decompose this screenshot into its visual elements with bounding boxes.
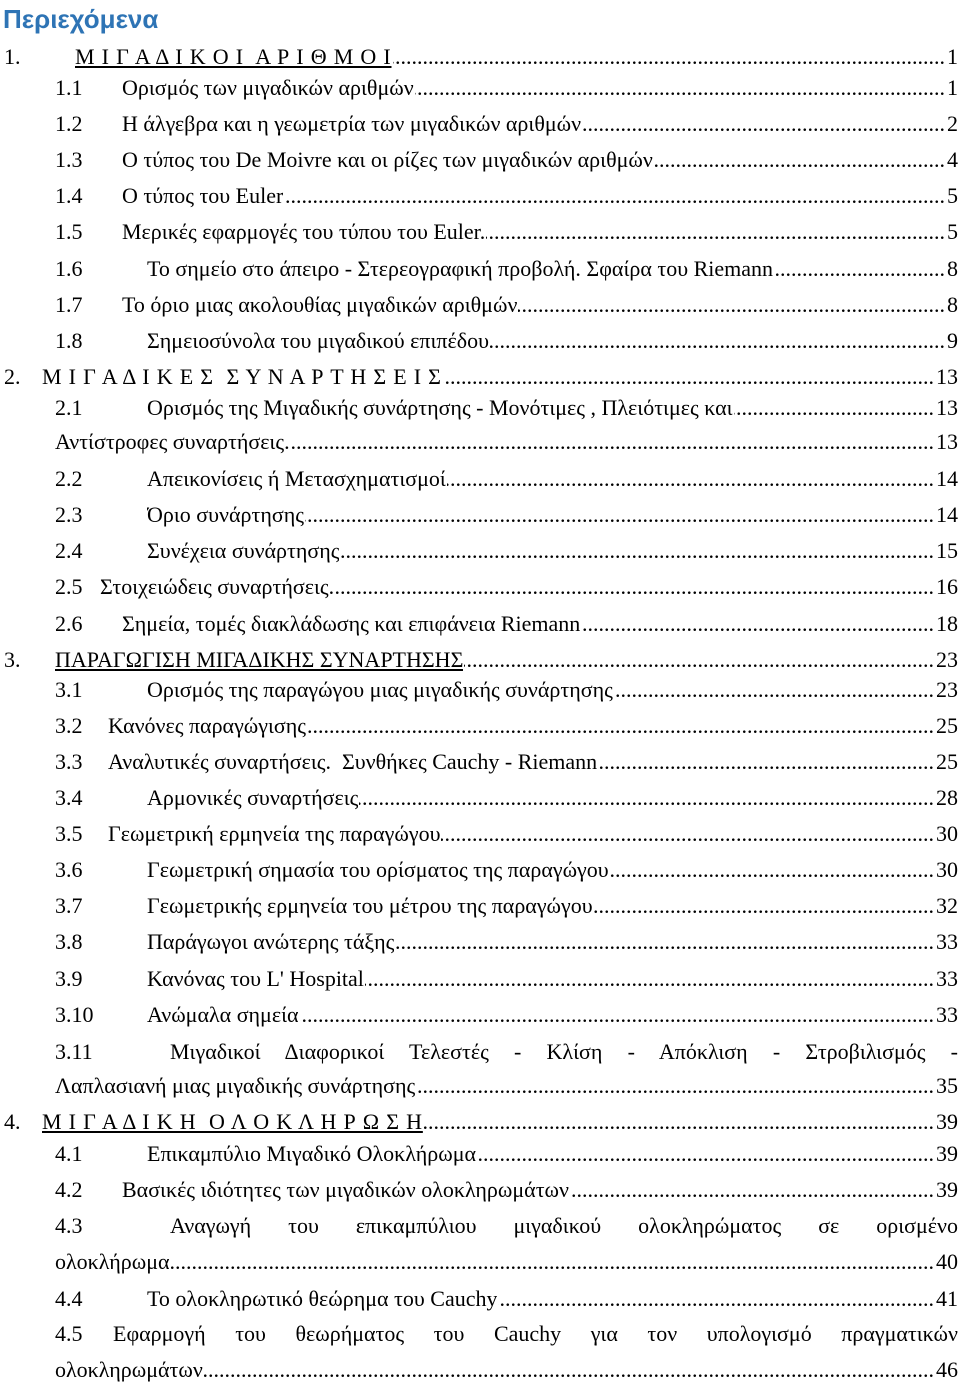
dot-leader bbox=[416, 1069, 934, 1103]
dot-leader bbox=[774, 252, 945, 286]
entry-number: 1. bbox=[4, 44, 21, 69]
entry-title: Επικαμπύλιο Μιγαδικό Ολοκλήρωμα bbox=[147, 1141, 477, 1166]
toc-section-entry[interactable] bbox=[0, 1317, 958, 1351]
entry-page: 46 bbox=[936, 1357, 958, 1382]
entry-page: 39 bbox=[936, 1109, 958, 1134]
entry-number: 2.2 bbox=[55, 466, 83, 491]
dot-leader bbox=[443, 360, 934, 394]
toc-chapter-entry[interactable] bbox=[0, 643, 958, 677]
toc-section-entry[interactable] bbox=[0, 962, 958, 996]
dot-leader bbox=[305, 498, 934, 532]
dot-leader bbox=[424, 1105, 934, 1139]
entry-page: 25 bbox=[936, 749, 958, 774]
entry-page: 13 bbox=[936, 395, 958, 420]
entry-number: 4.4 bbox=[55, 1286, 83, 1311]
dot-leader bbox=[307, 709, 934, 743]
entry-title: Σημειοσύνολα του μιγαδικού επιπέδου bbox=[147, 328, 489, 353]
entry-number: 2.6 bbox=[55, 611, 83, 636]
entry-number: 3.7 bbox=[55, 893, 83, 918]
entry-page: 23 bbox=[936, 677, 958, 702]
entry-number: 2.4 bbox=[55, 538, 83, 563]
entry-page: 13 bbox=[936, 364, 958, 389]
toc-chapter-entry[interactable] bbox=[0, 360, 958, 394]
toc-continuation-entry[interactable] bbox=[0, 425, 958, 459]
dot-leader bbox=[393, 40, 946, 74]
entry-number: 2.1 bbox=[55, 395, 83, 420]
entry-page: 9 bbox=[947, 328, 958, 353]
entry-number: 4.1 bbox=[55, 1141, 83, 1166]
entry-title: Βασικές ιδιότητες των μιγαδικών ολοκληρωμάτων bbox=[122, 1177, 569, 1202]
dot-leader bbox=[335, 570, 934, 604]
entry-page: 30 bbox=[936, 821, 958, 846]
entry-number: 3.8 bbox=[55, 929, 83, 954]
entry-page: 1 bbox=[947, 44, 958, 69]
dot-leader bbox=[570, 1173, 934, 1207]
dot-leader bbox=[204, 1353, 934, 1387]
entry-number: 2.3 bbox=[55, 502, 83, 527]
entry-title: Αρμονικές συναρτήσεις bbox=[147, 785, 359, 810]
entry-title: Το ολοκληρωτικό θεώρημα του Cauchy bbox=[147, 1286, 498, 1311]
toc-section-entry[interactable] bbox=[0, 1137, 958, 1171]
entry-title: Αναγωγή του επικαμπύλιου μιγαδικού ολοκληρώματος σε ορισμένο bbox=[170, 1213, 958, 1238]
entry-number: 1.2 bbox=[55, 111, 83, 136]
toc-section-entry[interactable] bbox=[0, 781, 958, 815]
dot-leader bbox=[734, 391, 934, 425]
entry-number: 3.9 bbox=[55, 966, 83, 991]
entry-number: 3.1 bbox=[55, 677, 83, 702]
toc-section-entry[interactable] bbox=[0, 324, 958, 358]
toc-continuation-entry[interactable] bbox=[0, 1353, 958, 1387]
entry-title: Συνέχεια συνάρτησης bbox=[147, 538, 340, 563]
entry-page: 28 bbox=[936, 785, 958, 810]
entry-title: Ανώμαλα σημεία bbox=[147, 1002, 299, 1027]
entry-page: 13 bbox=[936, 429, 958, 454]
dot-leader bbox=[395, 925, 934, 959]
entry-page: 33 bbox=[936, 929, 958, 954]
toc-section-entry[interactable] bbox=[0, 998, 958, 1032]
entry-number: 3.4 bbox=[55, 785, 83, 810]
entry-title: Αντίστροφες συναρτήσεις. bbox=[55, 429, 290, 454]
entry-page: 15 bbox=[936, 538, 958, 563]
dot-leader bbox=[582, 107, 945, 141]
toc-section-entry[interactable] bbox=[0, 215, 958, 249]
entry-number: 1.5 bbox=[55, 219, 83, 244]
entry-title: Παράγωγοι ανώτερης τάξης bbox=[147, 929, 395, 954]
dot-leader bbox=[594, 889, 934, 923]
entry-title: Μ Ι Γ Α Δ Ι Κ Η Ο Λ Ο Κ Λ Η Ρ Ω Σ Η bbox=[42, 1109, 423, 1134]
entry-title: Κανόνας του L' Hospital bbox=[147, 966, 364, 991]
entry-title: Μερικές εφαρμογές του τύπου του Euler. bbox=[122, 219, 486, 244]
entry-page: 2 bbox=[947, 111, 958, 136]
dot-leader bbox=[171, 1245, 934, 1279]
entry-page: 18 bbox=[936, 611, 958, 636]
entry-number: 3.10 bbox=[55, 1002, 94, 1027]
entry-page: 39 bbox=[936, 1141, 958, 1166]
toc-section-entry[interactable] bbox=[0, 1209, 958, 1243]
dot-leader bbox=[441, 817, 934, 851]
entry-number: 3.3 bbox=[55, 749, 83, 774]
entry-title: Γεωμετρική σημασία του ορίσματος της παραγώγου bbox=[147, 857, 609, 882]
toc-continuation-entry[interactable] bbox=[0, 1069, 958, 1103]
toc-chapter-entry[interactable] bbox=[0, 40, 958, 74]
dot-leader bbox=[365, 962, 934, 996]
entry-number: 1.4 bbox=[55, 183, 83, 208]
dot-leader bbox=[486, 215, 945, 249]
entry-number: 1.7 bbox=[55, 292, 83, 317]
entry-number: 4.3 bbox=[55, 1213, 83, 1238]
entry-title: Αναλυτικές συναρτήσεις. Συνθήκες Cauchy - Riemann bbox=[108, 749, 598, 774]
dot-leader bbox=[477, 1137, 934, 1171]
entry-page: 1 bbox=[947, 75, 958, 100]
toc-section-entry[interactable] bbox=[0, 607, 958, 641]
entry-title: ΠΑΡΑΓΩΓΙΣΗ ΜΙΓΑΔΙΚΗΣ ΣΥΝΑΡΤΗΣΗΣ bbox=[55, 647, 464, 672]
toc-section-entry[interactable] bbox=[0, 143, 958, 177]
entry-page: 4 bbox=[947, 147, 958, 172]
entry-page: 39 bbox=[936, 1177, 958, 1202]
dot-leader bbox=[610, 853, 934, 887]
entry-title: Μιγαδικοί Διαφορικοί Τελεστές - Κλίση - Απόκλιση - Στροβιλισμός - bbox=[170, 1039, 958, 1064]
toc-section-entry[interactable] bbox=[0, 889, 958, 923]
dot-leader bbox=[498, 1282, 934, 1316]
entry-page: 41 bbox=[936, 1286, 958, 1311]
toc-heading: Περιεχόμενα bbox=[3, 4, 159, 34]
toc-section-entry[interactable] bbox=[0, 817, 958, 851]
toc-section-entry[interactable] bbox=[0, 107, 958, 141]
entry-number: 4. bbox=[4, 1109, 21, 1134]
dot-leader bbox=[447, 462, 934, 496]
entry-page: 14 bbox=[936, 502, 958, 527]
entry-title: Το σημείο στο άπειρο - Στερεογραφική προβολή. Σφαίρα του Riemann bbox=[147, 256, 774, 281]
entry-number: 2.5 bbox=[55, 574, 83, 599]
entry-number: 1.1 bbox=[55, 75, 83, 100]
entry-page: 30 bbox=[936, 857, 958, 882]
toc-section-entry[interactable] bbox=[0, 1173, 958, 1207]
entry-title: Η άλγεβρα και η γεωμετρία των μιγαδικών αριθμών bbox=[122, 111, 582, 136]
toc-chapter-entry[interactable] bbox=[0, 1105, 958, 1139]
dot-leader bbox=[340, 534, 934, 568]
entry-title: ολοκληρωμάτων bbox=[55, 1357, 203, 1382]
entry-page: 33 bbox=[936, 966, 958, 991]
toc-section-entry[interactable] bbox=[0, 391, 958, 425]
entry-page: 14 bbox=[936, 466, 958, 491]
entry-number: 4.2 bbox=[55, 1177, 83, 1202]
entry-page: 23 bbox=[936, 647, 958, 672]
entry-title: Γεωμετρική ερμηνεία της παραγώγου bbox=[108, 821, 441, 846]
dot-leader bbox=[490, 324, 945, 358]
entry-title: Λαπλασιανή μιας μιγαδικής συνάρτησης bbox=[55, 1073, 416, 1098]
entry-page: 5 bbox=[947, 219, 958, 244]
entry-title: Απεικονίσεις ή Μετασχηματισμοί bbox=[147, 466, 446, 491]
entry-number: 1.8 bbox=[55, 328, 83, 353]
toc-section-entry[interactable] bbox=[0, 745, 958, 779]
entry-title: Εφαρμογή του θεωρήματος του Cauchy για τον υπολογισμό πραγματικών bbox=[113, 1321, 958, 1346]
toc-section-entry[interactable] bbox=[0, 673, 958, 707]
entry-number: 3.11 bbox=[55, 1039, 93, 1064]
dot-leader bbox=[464, 643, 934, 677]
entry-page: 25 bbox=[936, 713, 958, 738]
entry-title: Ο τύπος του De Moivre και οι ρίζες των μιγαδικών αριθμών bbox=[122, 147, 653, 172]
toc-section-entry[interactable] bbox=[0, 498, 958, 532]
entry-title: Μ Ι Γ Α Δ Ι Κ Ε Σ Σ Υ Ν Α Ρ Τ Η Σ Ε Ι Σ bbox=[42, 364, 442, 389]
dot-leader bbox=[654, 143, 945, 177]
entry-title: Ορισμός των μιγαδικών αριθμών bbox=[122, 75, 414, 100]
entry-page: 32 bbox=[936, 893, 958, 918]
entry-page: 33 bbox=[936, 1002, 958, 1027]
entry-title: Ορισμός της Μιγαδικής συνάρτησης - Μονότιμες , Πλειότιμες και bbox=[147, 395, 733, 420]
dot-leader bbox=[581, 607, 934, 641]
entry-page: 16 bbox=[936, 574, 958, 599]
dot-leader bbox=[291, 425, 934, 459]
dot-leader bbox=[300, 998, 934, 1032]
toc-section-entry[interactable] bbox=[0, 462, 958, 496]
entry-number: 4.5 bbox=[55, 1321, 83, 1346]
entry-title: Στοιχειώδεις συναρτήσεις. bbox=[100, 574, 335, 599]
toc-section-entry[interactable] bbox=[0, 71, 958, 105]
toc-section-entry[interactable] bbox=[0, 709, 958, 743]
toc-section-entry[interactable] bbox=[0, 179, 958, 213]
entry-page: 35 bbox=[936, 1073, 958, 1098]
entry-number: 3.2 bbox=[55, 713, 83, 738]
entry-number: 2. bbox=[4, 364, 21, 389]
toc-section-entry[interactable] bbox=[0, 534, 958, 568]
dot-leader bbox=[598, 745, 934, 779]
entry-title: ολοκλήρωμα bbox=[55, 1249, 170, 1274]
entry-page: 8 bbox=[947, 292, 958, 317]
entry-title: Όριο συνάρτησης bbox=[147, 502, 304, 527]
entry-number: 3.6 bbox=[55, 857, 83, 882]
entry-number: 3.5 bbox=[55, 821, 83, 846]
entry-page: 40 bbox=[936, 1249, 958, 1274]
entry-title: Σημεία, τομές διακλάδωσης και επιφάνεια Riemann bbox=[122, 611, 581, 636]
dot-leader bbox=[614, 673, 934, 707]
entry-page: 5 bbox=[947, 183, 958, 208]
toc-continuation-entry[interactable] bbox=[0, 1245, 958, 1279]
entry-page: 8 bbox=[947, 256, 958, 281]
entry-number: 3. bbox=[4, 647, 21, 672]
entry-title: Κανόνες παραγώγισης bbox=[108, 713, 306, 738]
entry-title: Ο τύπος του Euler bbox=[122, 183, 284, 208]
entry-number: 1.3 bbox=[55, 147, 83, 172]
entry-title: Το όριο μιας ακολουθίας μιγαδικών αριθμών bbox=[122, 292, 518, 317]
dot-leader bbox=[284, 179, 945, 213]
toc-section-entry[interactable] bbox=[0, 1035, 958, 1069]
toc-section-entry[interactable] bbox=[0, 925, 958, 959]
dot-leader bbox=[359, 781, 934, 815]
toc-section-entry[interactable] bbox=[0, 570, 958, 604]
toc-section-entry[interactable] bbox=[0, 1282, 958, 1316]
dot-leader bbox=[518, 288, 945, 322]
entry-title: Γεωμετρικής ερμηνεία του μέτρου της παραγώγου bbox=[147, 893, 593, 918]
toc-section-entry[interactable] bbox=[0, 252, 958, 286]
toc-section-entry[interactable] bbox=[0, 853, 958, 887]
entry-number: 1.6 bbox=[55, 256, 83, 281]
toc-section-entry[interactable] bbox=[0, 288, 958, 322]
dot-leader bbox=[415, 71, 945, 105]
entry-title: Ορισμός της παραγώγου μιας μιγαδικής συνάρτησης bbox=[147, 677, 613, 702]
entry-title: Μ Ι Γ Α Δ Ι Κ Ο Ι Α Ρ Ι Θ Μ Ο Ι bbox=[75, 44, 392, 69]
